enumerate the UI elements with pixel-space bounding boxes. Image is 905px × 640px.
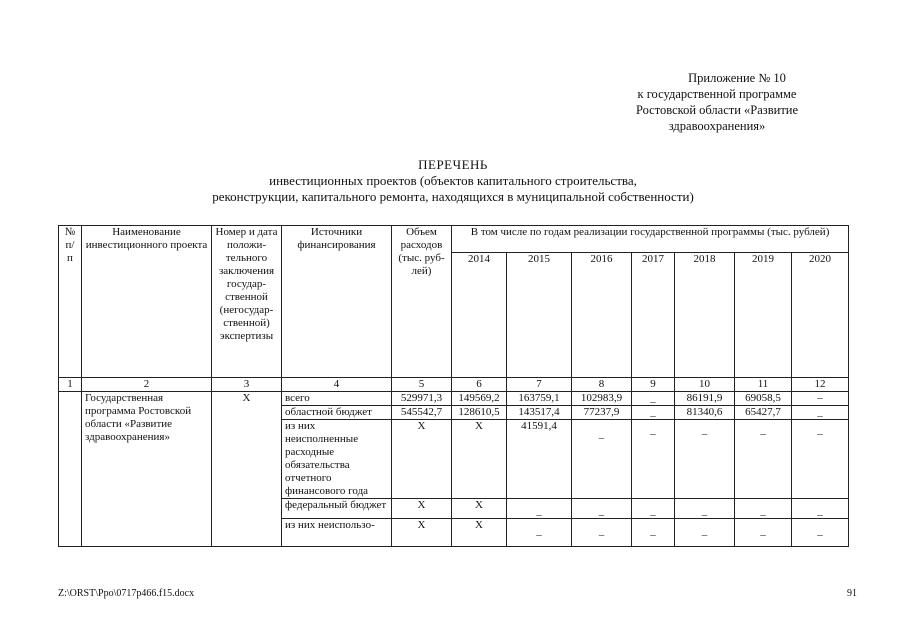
year-cell: – <box>792 420 849 499</box>
header-year: 2019 <box>735 253 792 378</box>
year-cell: – <box>792 392 849 406</box>
col-number: 5 <box>392 378 452 392</box>
appendix-line-2: к государственной программе <box>637 87 797 101</box>
header-year: 2018 <box>675 253 735 378</box>
footer-page-number: 91 <box>847 588 857 599</box>
header-year: 2020 <box>792 253 849 378</box>
col-number: 3 <box>212 378 282 392</box>
year-cell: _ <box>792 499 849 519</box>
col-number: 11 <box>735 378 792 392</box>
year-cell: _ <box>572 499 632 519</box>
header-years-group: В том числе по годам реализации государственной программы (тыс. рублей) <box>452 226 849 253</box>
appendix-block <box>587 70 847 134</box>
col-number: 8 <box>572 378 632 392</box>
header-sources: Источники финансирования <box>282 226 392 378</box>
year-cell: 102983,9 <box>572 392 632 406</box>
project-expertise-cell: Х <box>212 392 282 547</box>
year-cell: 128610,5 <box>452 406 507 420</box>
col-number: 6 <box>452 378 507 392</box>
volume-cell: 545542,7 <box>392 406 452 420</box>
col-number: 10 <box>675 378 735 392</box>
volume-cell: 529971,3 <box>392 392 452 406</box>
source-cell: из них неисполненные расходные обязательства отчетного финансового года <box>282 420 392 499</box>
header-project-name: Наименование инвестиционного проекта <box>82 226 212 378</box>
year-cell: _ <box>792 519 849 547</box>
year-cell: _ <box>572 420 632 499</box>
header-year: 2016 <box>572 253 632 378</box>
year-cell: _ <box>632 392 675 406</box>
investment-projects-table <box>58 225 849 547</box>
year-cell: _ <box>632 499 675 519</box>
year-cell: 81340,6 <box>675 406 735 420</box>
source-cell: из них неиспользо- <box>282 519 392 547</box>
year-cell: 149569,2 <box>452 392 507 406</box>
volume-cell: Х <box>392 519 452 547</box>
header-volume: Объем расходов (тыс. руб- лей) <box>392 226 452 378</box>
col-number: 12 <box>792 378 849 392</box>
year-cell: _ <box>735 519 792 547</box>
year-cell: Х <box>452 519 507 547</box>
year-cell: 41591,4 <box>507 420 572 499</box>
year-cell: 69058,5 <box>735 392 792 406</box>
header-expertise: Номер и дата положи- тельного заключения государ- ственной (негосудар- ственной) экспертизы <box>212 226 282 378</box>
appendix-line-3: Ростовской области «Развитие <box>635 103 799 117</box>
year-cell: 77237,9 <box>572 406 632 420</box>
source-cell: федеральный бюджет <box>282 499 392 519</box>
table-row <box>59 392 849 406</box>
year-cell: – <box>735 420 792 499</box>
column-number-row <box>59 378 849 392</box>
year-cell: _ <box>507 499 572 519</box>
year-cell: _ <box>572 519 632 547</box>
source-cell: всего <box>282 392 392 406</box>
col-number: 4 <box>282 378 392 392</box>
project-name-cell: Государственная программа Ростовской области «Развитие здравоохранения» <box>82 392 212 547</box>
col-number: 7 <box>507 378 572 392</box>
year-cell: 143517,4 <box>507 406 572 420</box>
appendix-line-1: Приложение № 10 <box>688 71 786 85</box>
year-cell: _ <box>632 519 675 547</box>
header-year: 2014 <box>452 253 507 378</box>
appendix-line-4: здравоохранения» <box>668 119 766 133</box>
header-year: 2017 <box>632 253 675 378</box>
heading-line-3: реконструкции, капитального ремонта, находящихся в муниципальной собственности) <box>212 189 694 204</box>
header-year: 2015 <box>507 253 572 378</box>
volume-cell: Х <box>392 420 452 499</box>
col-number: 2 <box>82 378 212 392</box>
year-cell: 86191,9 <box>675 392 735 406</box>
year-cell: _ <box>735 499 792 519</box>
year-cell: Х <box>452 499 507 519</box>
volume-cell: Х <box>392 499 452 519</box>
year-cell: – <box>675 420 735 499</box>
year-cell: _ <box>632 406 675 420</box>
year-cell: _ <box>675 499 735 519</box>
year-cell: – <box>632 420 675 499</box>
footer-file-path: Z:\ORST\Ppo\0717p466.f15.docx <box>58 588 195 599</box>
header-row-1 <box>59 226 849 253</box>
year-cell: _ <box>675 519 735 547</box>
year-cell: 163759,1 <box>507 392 572 406</box>
header-num: № п/ п <box>59 226 82 378</box>
heading-line-2: инвестиционных проектов (объектов капитального строительства, <box>269 173 637 188</box>
year-cell: _ <box>507 519 572 547</box>
row-num-cell <box>59 392 82 547</box>
document-title: ПЕРЕЧЕНЬ <box>418 157 488 172</box>
col-number: 9 <box>632 378 675 392</box>
year-cell: 65427,7 <box>735 406 792 420</box>
year-cell: _ <box>792 406 849 420</box>
year-cell: Х <box>452 420 507 499</box>
document-heading <box>58 157 848 205</box>
source-cell: областной бюджет <box>282 406 392 420</box>
col-number: 1 <box>59 378 82 392</box>
